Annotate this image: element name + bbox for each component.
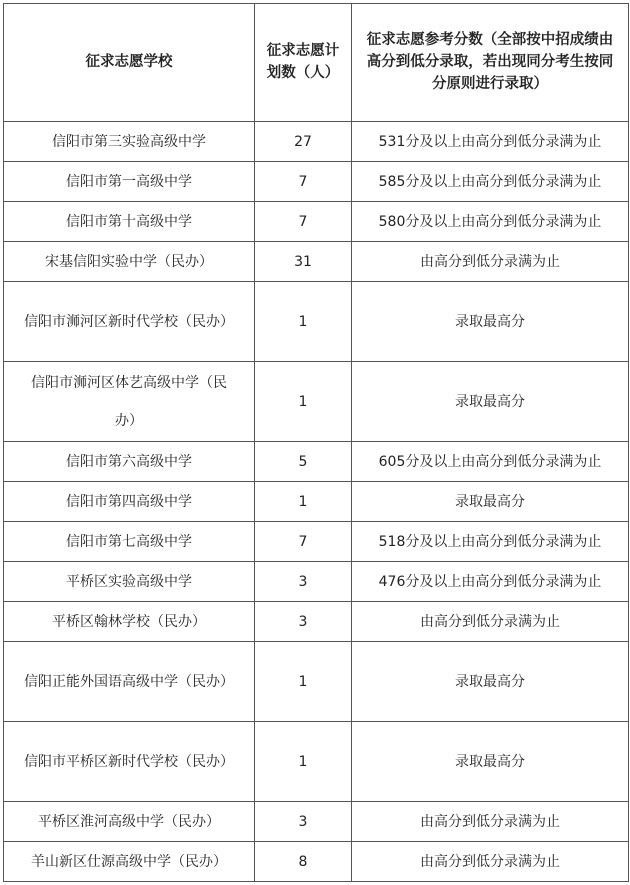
school-cell: 信阳市第七高级中学 — [4, 522, 255, 562]
plan-cell: 1 — [255, 722, 352, 802]
score-cell: 由高分到低分录满为止 — [352, 602, 629, 642]
header-row — [4, 4, 629, 122]
table-row — [4, 802, 629, 842]
table-row — [4, 562, 629, 602]
plan-cell: 7 — [255, 522, 352, 562]
school-cell: 信阳市浉河区体艺高级中学（民办） — [4, 362, 255, 442]
header-plan: 征求志愿计划数（人） — [255, 4, 352, 122]
school-cell: 信阳正能外国语高级中学（民办） — [4, 642, 255, 722]
plan-cell: 8 — [255, 842, 352, 882]
school-cell: 宋基信阳实验中学（民办） — [4, 242, 255, 282]
table-row — [4, 242, 629, 282]
table-row — [4, 602, 629, 642]
table-row — [4, 482, 629, 522]
school-cell: 信阳市第三实验高级中学 — [4, 122, 255, 162]
plan-cell: 1 — [255, 642, 352, 722]
table-row — [4, 162, 629, 202]
table-row — [4, 522, 629, 562]
plan-cell: 3 — [255, 802, 352, 842]
table-row — [4, 642, 629, 722]
score-cell: 580分及以上由高分到低分录满为止 — [352, 202, 629, 242]
school-cell: 信阳市平桥区新时代学校（民办） — [4, 722, 255, 802]
school-cell: 平桥区淮河高级中学（民办） — [4, 802, 255, 842]
plan-cell: 3 — [255, 562, 352, 602]
score-cell: 录取最高分 — [352, 282, 629, 362]
school-cell: 平桥区翰林学校（民办） — [4, 602, 255, 642]
plan-cell: 1 — [255, 482, 352, 522]
school-cell: 信阳市第十高级中学 — [4, 202, 255, 242]
plan-cell: 1 — [255, 282, 352, 362]
plan-cell: 1 — [255, 362, 352, 442]
score-cell: 476分及以上由高分到低分录满为止 — [352, 562, 629, 602]
table-row — [4, 282, 629, 362]
table-row — [4, 842, 629, 882]
score-cell: 由高分到低分录满为止 — [352, 842, 629, 882]
school-cell: 信阳市第四高级中学 — [4, 482, 255, 522]
score-cell: 由高分到低分录满为止 — [352, 802, 629, 842]
score-cell: 录取最高分 — [352, 362, 629, 442]
header-school: 征求志愿学校 — [4, 4, 255, 122]
score-cell: 录取最高分 — [352, 642, 629, 722]
score-cell: 531分及以上由高分到低分录满为止 — [352, 122, 629, 162]
school-cell: 平桥区实验高级中学 — [4, 562, 255, 602]
score-cell: 585分及以上由高分到低分录满为止 — [352, 162, 629, 202]
header-score: 征求志愿参考分数（全部按中招成绩由高分到低分录取，若出现同分考生按同分原则进行录取） — [352, 4, 629, 122]
plan-cell: 31 — [255, 242, 352, 282]
table-row — [4, 722, 629, 802]
score-cell: 录取最高分 — [352, 482, 629, 522]
admission-table — [3, 3, 629, 882]
table-row — [4, 122, 629, 162]
school-cell: 信阳市浉河区新时代学校（民办） — [4, 282, 255, 362]
table-row — [4, 362, 629, 442]
plan-cell: 7 — [255, 162, 352, 202]
score-cell: 录取最高分 — [352, 722, 629, 802]
score-cell: 605分及以上由高分到低分录满为止 — [352, 442, 629, 482]
school-cell: 信阳市第一高级中学 — [4, 162, 255, 202]
table-row — [4, 442, 629, 482]
plan-cell: 7 — [255, 202, 352, 242]
plan-cell: 27 — [255, 122, 352, 162]
school-cell: 信阳市第六高级中学 — [4, 442, 255, 482]
score-cell: 由高分到低分录满为止 — [352, 242, 629, 282]
school-cell: 羊山新区仕源高级中学（民办） — [4, 842, 255, 882]
score-cell: 518分及以上由高分到低分录满为止 — [352, 522, 629, 562]
plan-cell: 3 — [255, 602, 352, 642]
table-row — [4, 202, 629, 242]
plan-cell: 5 — [255, 442, 352, 482]
